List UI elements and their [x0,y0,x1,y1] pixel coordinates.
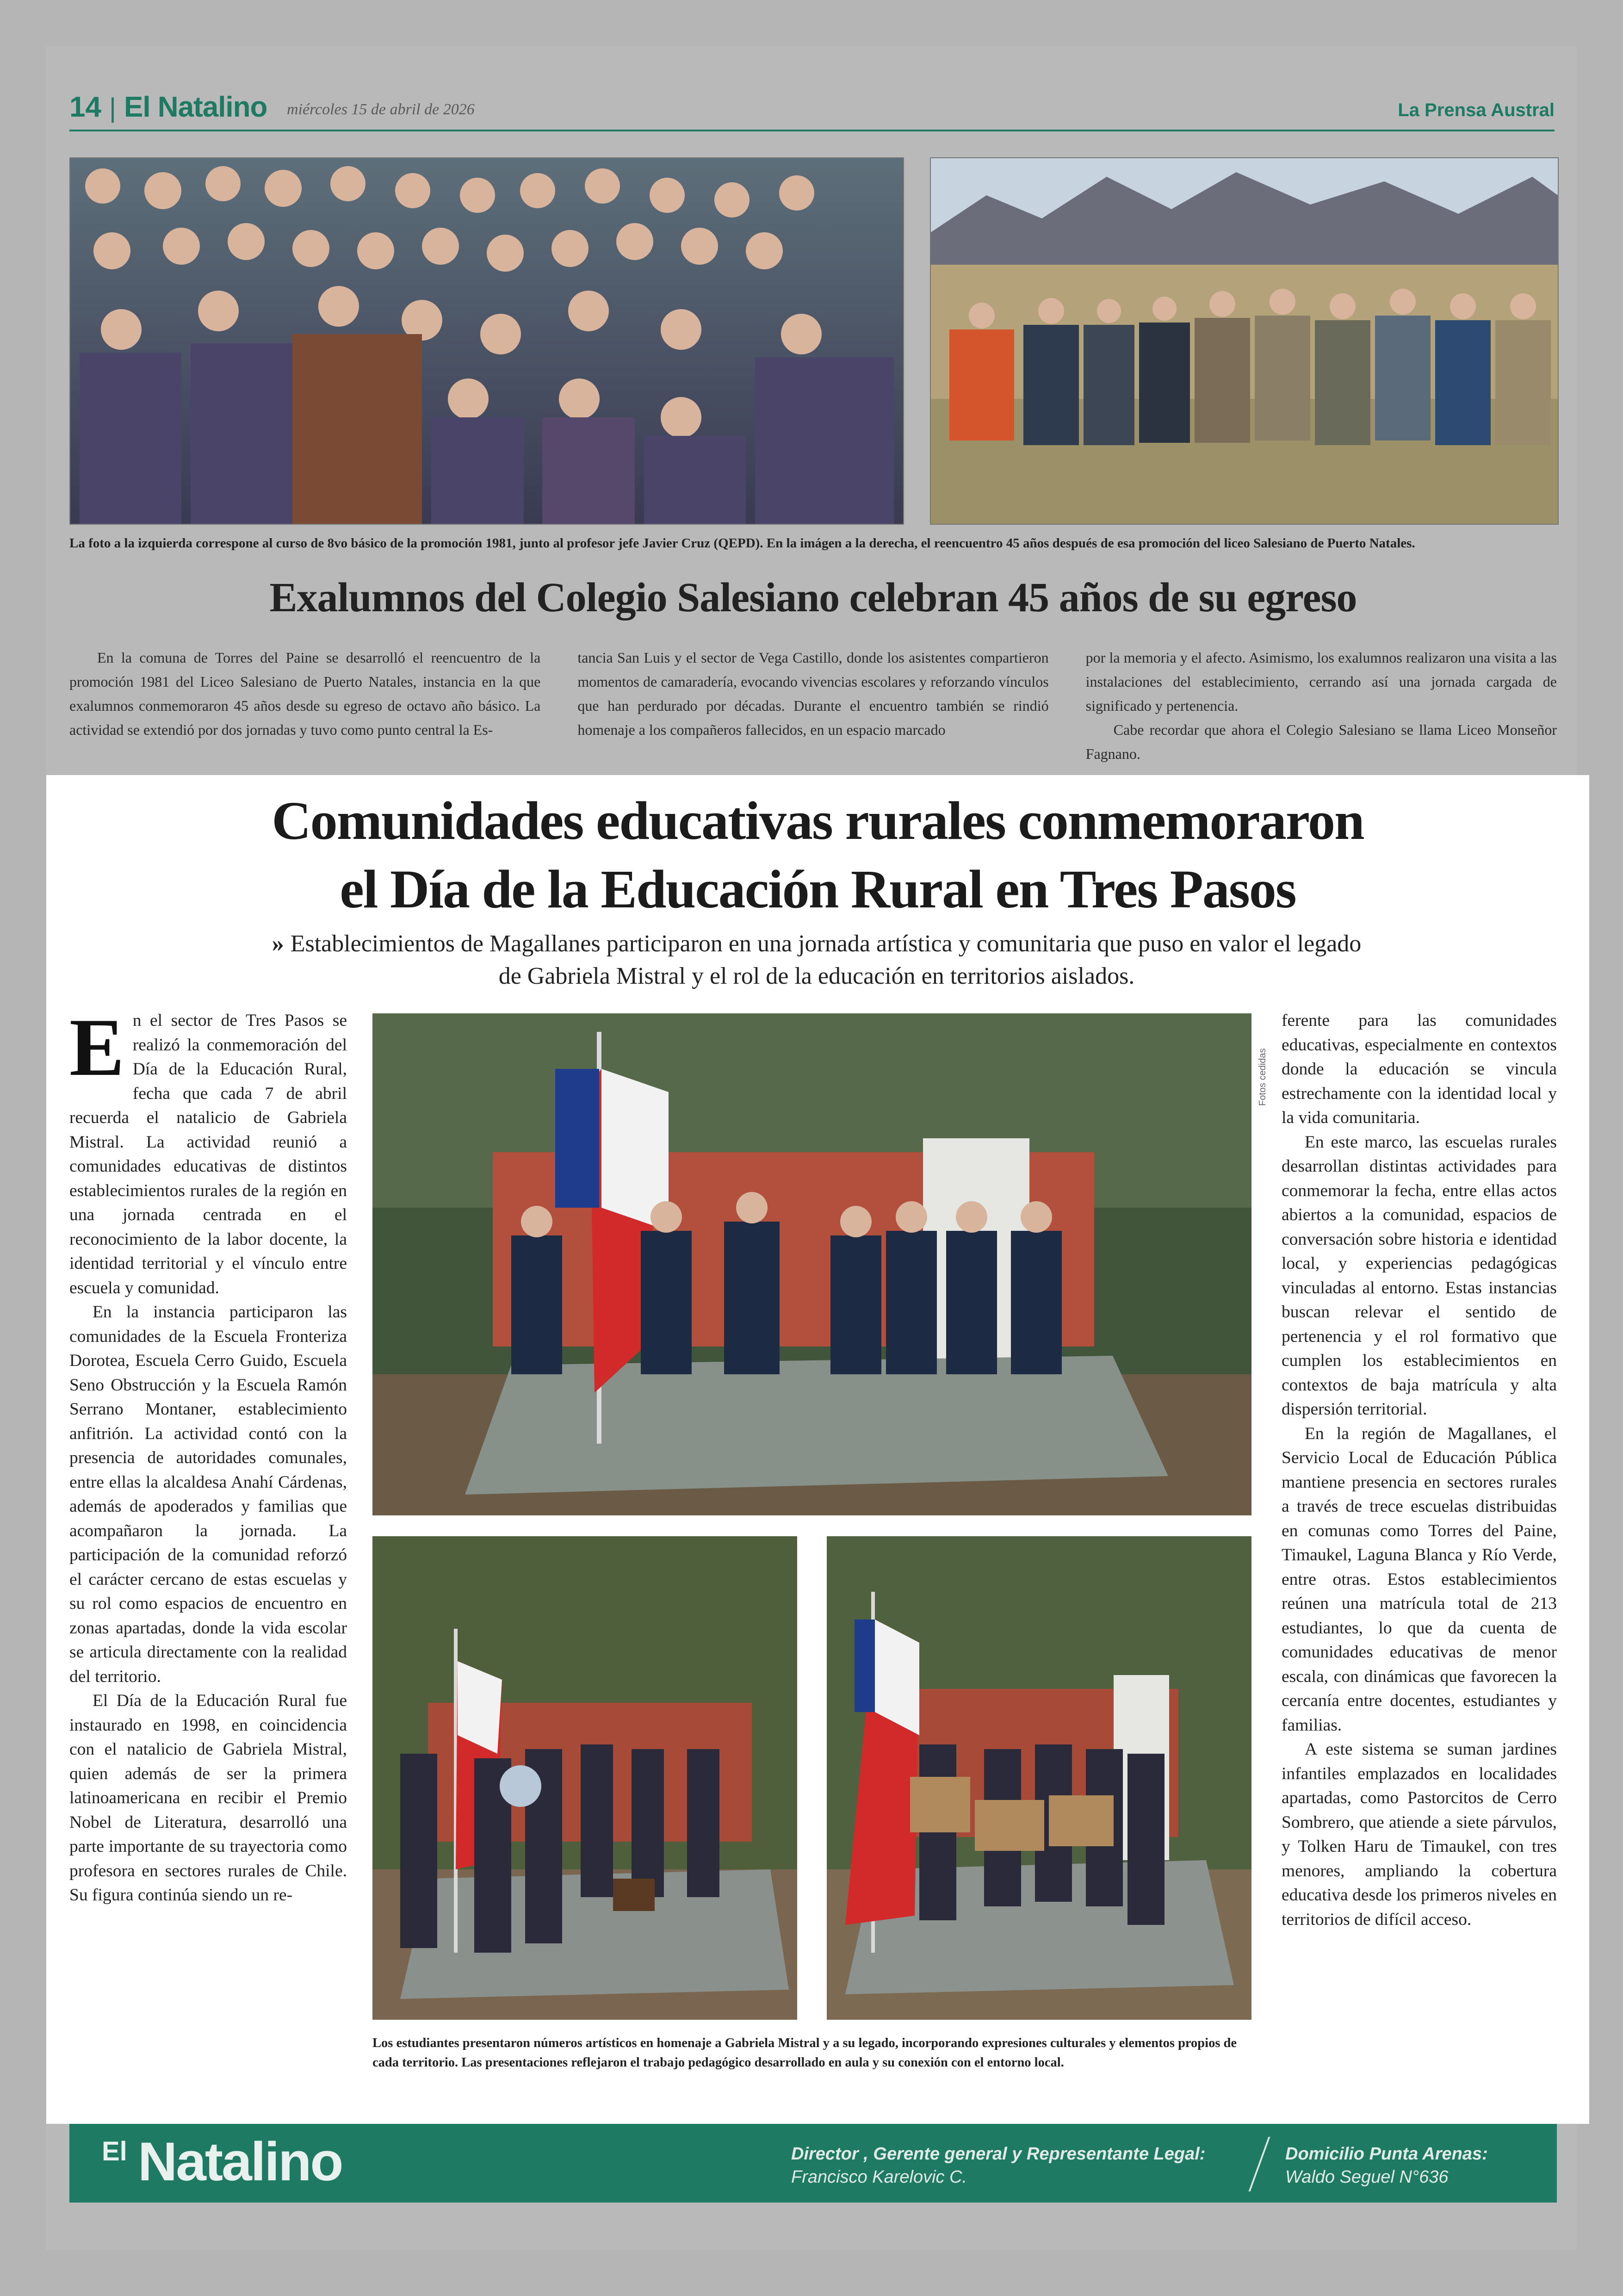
story2-paragraph: En este marco, las escuelas rurales desarrollan distintas actividades para conmemorar la fecha, entre ellas actos abiertos a la comunidad, espacios de conversación sobre historia e identidad local, y experiencias pedagógicas vinculadas al entorno. Estas instancias buscan relevar el sentido de pertenencia y el rol formativo que cumplen los establecimientos en contextos de baja matrícula y alta dispersión territorial. [1282,1132,1557,1419]
story2-headline [46,787,1589,924]
drop-cap: E [69,1001,124,1093]
story1-column-1 [69,645,540,770]
publication-name: La Prensa Austral [1398,100,1555,120]
story1-photo-caption: La foto a la izquierda correspone al curso de 8vo básico de la promoción 1981, junto al profesor jefe Javier Cruz (QEPD). En la imágen a la derecha, el reencuentro 45 años después de esa promoción del liceo Salesiano de Puerto Natales. [69,536,1415,551]
ceremony-photo-3 [827,1536,1251,2020]
page-header [69,88,1555,131]
story2-paragraph: El Día de la Educación Rural fue instaurado en 1998, en coincidencia con el natalicio de Gabriela Mistral, quien además de ser la primera latinoamericana en recibir el Premio Nobel de Literatura, desarrolló una parte importante de su trayectoria como profesora en sectores rurales de Chile. Su figura continúa siendo un re- [69,1691,347,1905]
ceremony-photo-2 [372,1536,797,2020]
footer-divider [1249,2137,1270,2191]
story1-paragraph: En la comuna de Torres del Paine se desarrolló el reencuentro de la promoción 1981 del Liceo Salesiano de Puerto Natales, instancia en la que exalumnos conmemoraron 45 años desde su egreso de octavo año básico. La actividad se extendió por dos jornadas y tuvo como punto central la Es- [69,649,541,738]
section-name: El Natalino [124,91,267,123]
address-value: Waldo Seguel N°636 [1285,2167,1449,2187]
footer-logo-prefix: El [102,2136,127,2166]
deck-marker-icon: » [272,931,284,957]
header-separator: | [109,93,117,123]
story1-column-3 [1086,645,1557,770]
page-number: 14 [69,91,101,123]
class-1981-photo [69,157,904,525]
story2-deck-text: Establecimientos de Magallanes participaron en una jornada artística y comunitaria que puso en valor el legado de Gabriela Mistral y el rol de la educación en territorios aislados. [290,931,1362,989]
director-label: Director , Gerente general y Representante Legal: [791,2144,1206,2164]
reunion-photo [930,157,1559,525]
story2-paragraph-text: n el sector de Tres Pasos se realizó la conmemoración del Día de la Educación Rural, fecha que cada 7 de abril recuerda el natalicio de Gabriela Mistral. La actividad reunió a comunidades educativas de distintos establecimientos rurales de la región en una jornada centrada en el reconocimiento de la labor docente, la identidad territorial y el vínculo entre escuela y comunidad. [69,1011,347,1297]
story2-paragraph: A este sistema se suman jardines infantiles emplazados en localidades apartadas, como Pastorcitos de Cerro Sombrero, que atiende a siete párvulos, y Tolken Haru de Timaukel, con tres menores, ampliando la cobertura educativa desde los primeros niveles en territorios de difícil acceso. [1282,1740,1557,1929]
story1-paragraph: por la memoria y el afecto. Asimismo, los exalumnos realizaron una visita a las instalaciones del establecimiento, cerrando así una jornada cargada de significado y pertenencia. [1085,649,1557,714]
photo-credit: Fotos cedidas [1258,1048,1268,1106]
footer-logo: Natalino [138,2131,342,2192]
issue-date: miércoles 15 de abril de 2026 [287,101,475,118]
story2-paragraph: En la región de Magallanes, el Servicio Local de Educación Pública mantiene presencia en sectores rurales a través de trece escuelas distribuidas en comunas como Torres del Paine, Timaukel, Laguna Blanca y Río Verde, entre otras. Estos establecimientos reúnen una matrícula total de 213 estudiantes, lo que da cuenta de comunidades educativas de menor escala, con dinámicas que favorecen la cercanía entre docentes, estudiantes y familias. [1282,1424,1557,1735]
story2-paragraph: En la instancia participaron las comunidades de la Escuela Fronteriza Dorotea, Escuela Cerro Guido, Escuela Seno Obstrucción y la Escuela Ramón Serrano Montaner, establecimiento anfitrión. La actividad contó con la presencia de autoridades comunales, entre ellas la alcaldesa Anahí Cárdenas, además de apoderados y familias que acompañaron la jornada. La participación de la comunidad reforzó el carácter cercano de estas escuelas y su rol como espacios de encuentro en zonas apartadas, donde la vida escolar se articula directamente con la realidad del territorio. [69,1303,347,1686]
story2-headline-line-1: Comunidades educativas rurales conmemoraron [272,790,1364,851]
story1-paragraph: Cabe recordar que ahora el Colegio Salesiano se llama Liceo Monseñor Fagnano. [1085,721,1557,762]
story2-left-column [69,1001,347,1908]
story2-paragraph [69,1001,347,1300]
story2-paragraph: ferente para las comunidades educativas, especialmente en contextos donde la educación se vincula estrechamente con la identidad local y la vida comunitaria. [1282,1011,1557,1127]
story1-headline: Exalumnos del Colegio Salesiano celebran 45 años de su egreso [269,575,1357,621]
ceremony-main-photo [372,1013,1251,1515]
story1-body [69,645,1557,770]
page-footer [69,2124,1557,2203]
story1-column-2 [577,645,1048,770]
story2-headline-line-2: el Día de la Educación Rural en Tres Pasos [340,859,1296,919]
address-label: Domicilio Punta Arenas: [1285,2144,1488,2164]
story2-photo-caption: Los estudiantes presentaron números artísticos en homenaje a Gabriela Mistral y a su legado, incorporando expresiones culturales y elementos propios de cada territorio. Las presentaciones reflejaron el trabajo pedagógico desarrollado en aula y su conexión con el entorno local. [372,2036,1237,2070]
director-name: Francisco Karelovic C. [791,2167,967,2187]
story1-paragraph: tancia San Luis y el sector de Vega Castillo, donde los asistentes compartieron momentos de camaradería, evocando vivencias escolares y reforzando vínculos que han perdurado por décadas. Durante el encuentro también se rindió homenaje a los compañeros fallecidos, en un espacio marcado [577,649,1049,738]
story2-deck [259,928,1374,993]
story2-right-column [1282,1009,1557,1932]
